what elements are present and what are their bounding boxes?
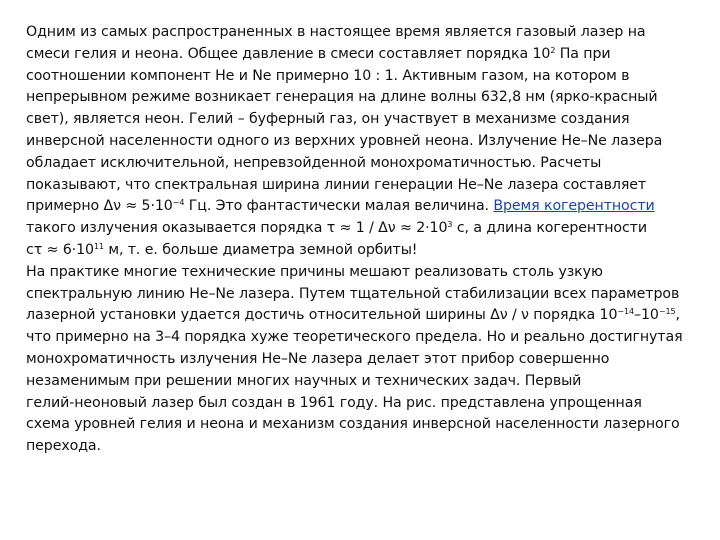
text-line: показывают, что спектральная ширина линии генерации He–Ne лазера составляет [26, 176, 647, 193]
text-line: гелий-неоновый лазер был создан в 1961 году. На рис. представлена упрощенная [26, 394, 642, 411]
text-line: примерно $\Delta\nu \approx 5\cdot 10^{-4}$ Гц. Это фантастически малая величина. Время когерентности [26, 198, 655, 215]
text-line: смеси гелия и неона. Общее давление в смеси составляет порядка $10^2$ Па при [26, 45, 611, 62]
text-line: Одним из самых распространенных в настоящее время является газовый лазер на [26, 24, 646, 40]
text-line: соотношении компонент He и Ne примерно 10 : 1. Активным газом, на котором в [26, 67, 630, 84]
text-line: непрерывном режиме возникает генерация на длине волны 632,8 нм (ярко-красный [26, 89, 658, 106]
text-line: лазерной установки удается достичь относительной ширины Δν / ν порядка $10^{-14}-10^{-15}$, [26, 307, 680, 324]
text-line: обладает исключительной, непревзойденной монохроматичностью. Расчеты [26, 154, 602, 171]
text-line: На практике многие технические причины мешают реализовать столь узкую [26, 263, 603, 280]
text-line: такого излучения оказывается порядка $\tau \approx 1 / \Delta\nu \approx 2\cdot 10^3$ с, а длина когерентности [26, 220, 647, 237]
text-line: инверсной населенности одного из верхних уровней неона. Излучение He–Ne лазера [26, 132, 663, 149]
body-text [26, 22, 702, 458]
text-line: незаменимым при решении многих научных и технических задач. Первый [26, 372, 582, 389]
text-line: спектральную линию He–Ne лазера. Путем тщательной стабилизации всех параметров [26, 285, 680, 302]
coherence-time-link[interactable]: Время когерентности [493, 198, 655, 215]
text-line: что примерно на 3–4 порядка хуже теоретического предела. Но и реально достигнутая [26, 329, 683, 346]
text-line: схема уровней гелия и неона и механизм создания инверсной населенности лазерного [26, 416, 680, 433]
text-line: свет), является неон. Гелий – буферный газ, он участвует в механизме создания [26, 111, 630, 128]
text-line: перехода. [26, 438, 101, 455]
text-line: $c\tau \approx 6\cdot 10^{11}$ м, т. е. больше диаметра земной орбиты! [26, 241, 418, 258]
text-line: монохроматичность излучения He–Ne лазера делает этот прибор совершенно [26, 350, 610, 367]
